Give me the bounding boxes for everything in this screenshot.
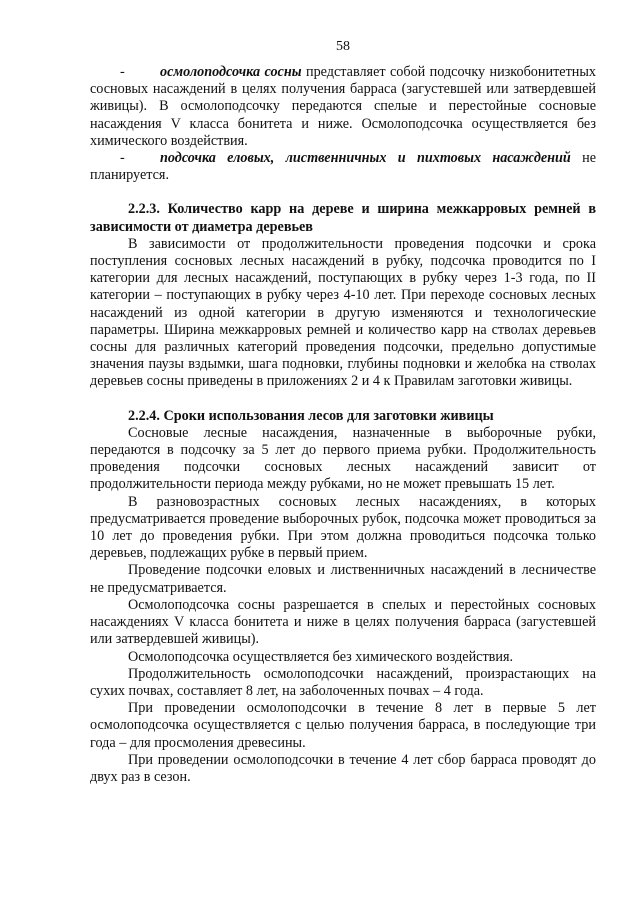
paragraph: При проведении осмолоподсочки в течение 8 лет в первые 5 лет осмолоподсочка осуществляется с целью получения барраса, в последующие три года – для просмоления древесины. [90, 700, 596, 751]
list-item-text: не планируется. [90, 150, 597, 184]
page-content [90, 64, 596, 786]
list-item-spruce-larch-fir [90, 150, 596, 184]
list-item-term: осмолоподсочка сосны [160, 64, 302, 80]
spacer [90, 391, 596, 408]
paragraph: При проведении осмолоподсочки в течение 4 лет сбор барраса проводят до двух раз в сезон. [90, 751, 596, 785]
paragraph: В зависимости от продолжительности проведения подсочки и срока поступления сосновых лесных насаждений в рубку, подсочка проводится по I категории для лесных насаждений, поступающих в рубку через 1-3 года, по II категории – поступающих в рубку через 4-10 лет. При переходе сосновых лесных насаждений из одной категории в другую изменяются и технологические параметры. Ширина межкарровых ремней и количество карр на стволах деревьев сосны для различных категорий проведения подсочки, предельно допустимые значения паузы вздымки, шага подновки, глубины подновки и желобка на стволах деревьев сосны приведены в приложениях 2 и 4 к Правилам заготовки живицы. [90, 235, 596, 390]
spacer [90, 184, 596, 201]
paragraph: Продолжительность осмолоподсочки насаждений, произрастающих на сухих почвах, составляет 8 лет, на заболоченных почвах – 4 года. [90, 665, 596, 699]
paragraph: Осмолоподсочка осуществляется без химического воздействия. [128, 648, 514, 665]
list-item-resin-tapping-pine [90, 64, 596, 150]
paragraph: В разновозрастных сосновых лесных насаждениях, в которых предусматривается проведение выборочных рубок, подсочка может проводиться за 10 лет до проведения рубки. При этом должна проводиться подсочка только деревьев, подлежащих рубке в первый прием. [90, 493, 596, 562]
list-item-term: подсочка еловых, лиственничных и пихтовых насаждений [160, 150, 571, 167]
list-dash: - [120, 64, 125, 80]
list-dash: - [120, 150, 125, 167]
list-item-text: представляет собой подсочку низкобонитетных сосновых насаждений в целях получения барраса (загустевшей или затвердевшей живицы). В осмолоподсочку передаются спелые и перестойные сосновые насаждения V класса бонитета и ниже. Осмолоподсочка осуществляется без химического воздействия. [90, 64, 596, 149]
section-heading-2-2-3: 2.2.3. Количество карр на дереве и ширина межкарровых ремней в зависимости от диаметра деревьев [90, 201, 596, 235]
paragraph: Проведение подсочки еловых и лиственничных насаждений в лесничестве не предусматривается. [90, 562, 596, 596]
page-number: 58 [336, 39, 350, 54]
paragraph: Осмолоподсочка сосны разрешается в спелых и перестойных сосновых насаждениях V класса бонитета и ниже в целях получения барраса (загустевшей или затвердевшей живицы). [90, 596, 596, 648]
section-heading-2-2-4: 2.2.4. Сроки использования лесов для заготовки живицы [128, 407, 494, 424]
paragraph: Сосновые лесные насаждения, назначенные в выборочные рубки, передаются в подсочку за 5 лет до первого приема рубки. Продолжительность проведения подсочки сосновых лесных насаждений зависит от продолжительности периода между рубками, но не может превышать 15 лет. [90, 424, 596, 493]
